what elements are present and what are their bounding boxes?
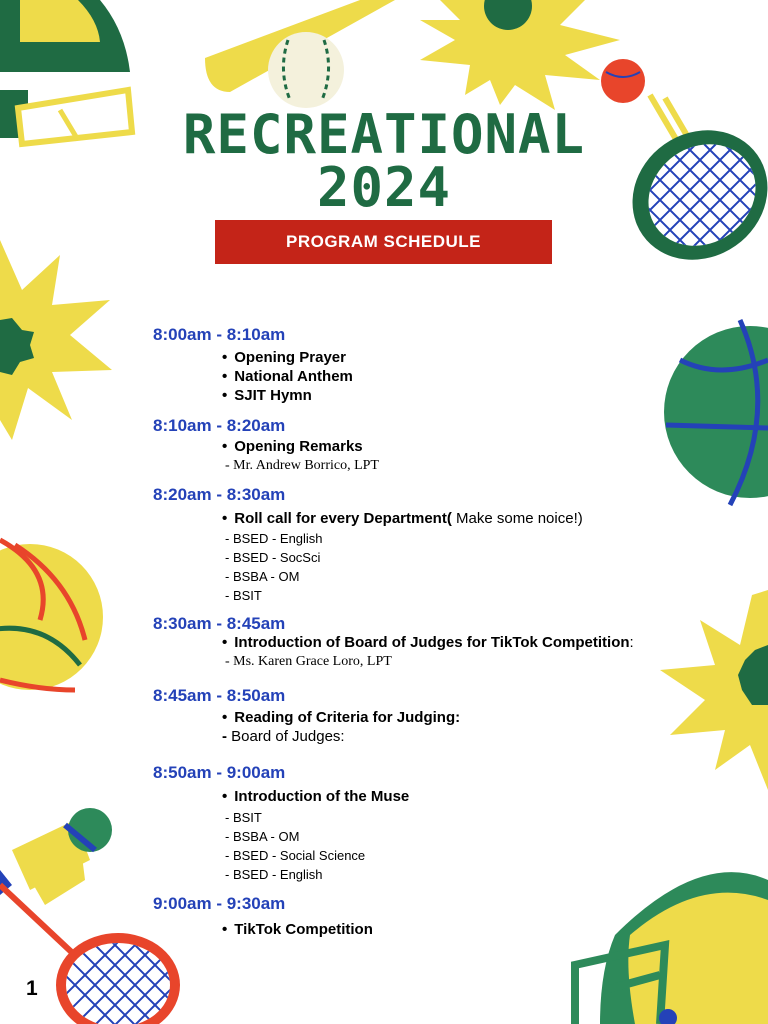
time-slot-1: 8:00am - 8:10am	[153, 325, 286, 344]
item-bold-text: Introduction of Board of Judges for TikTok Competition	[234, 634, 630, 651]
schedule-item: • National Anthem	[222, 368, 353, 385]
page-number: 1	[26, 977, 38, 1000]
starburst-icon	[420, 0, 620, 110]
page-title: RECREATIONAL	[182, 103, 586, 166]
department-note: - BSIT	[225, 588, 262, 603]
item-normal-text: :	[629, 634, 634, 651]
schedule-item	[222, 634, 634, 651]
note-dash: -	[222, 728, 227, 745]
time-slot-6: 8:50am - 9:00am	[153, 763, 286, 782]
time-slot-2: 8:10am - 8:20am	[153, 416, 286, 435]
baseball-icon	[268, 32, 344, 108]
schedule-item: • SJIT Hymn	[222, 387, 312, 404]
time-slot-3: 8:20am - 8:30am	[153, 485, 286, 504]
schedule-item	[222, 510, 583, 527]
time-slot-7: 9:00am - 9:30am	[153, 894, 286, 913]
time-slot-4: 8:30am - 8:45am	[153, 614, 286, 633]
time-slot-5: 8:45am - 8:50am	[153, 686, 286, 705]
item-normal-text: Make some noice!)	[451, 510, 583, 527]
starburst-right-icon	[660, 590, 768, 790]
department-note: - BSED - English	[225, 531, 323, 546]
schedule-item: • Reading of Criteria for Judging:	[222, 709, 460, 726]
basketball-icon	[664, 320, 768, 505]
speaker-note: - Mr. Andrew Borrico, LPT	[225, 458, 379, 473]
department-note: - BSBA - OM	[225, 569, 300, 584]
schedule-item: • Opening Prayer	[222, 349, 346, 366]
note-text: Board of Judges:	[227, 728, 345, 745]
muse-note: - BSED - English	[225, 867, 323, 882]
program-schedule-banner: PROGRAM SCHEDULE	[215, 220, 552, 264]
speaker-note: - Ms. Karen Grace Loro, LPT	[225, 654, 392, 669]
schedule-item: • Opening Remarks	[222, 438, 363, 455]
item-bold-text: Roll call for every Department(	[234, 510, 452, 527]
department-note: - BSED - SocSci	[225, 550, 321, 565]
volleyball-icon	[0, 540, 103, 690]
starburst-left-icon	[0, 240, 112, 440]
schedule-item: • Introduction of the Muse	[222, 788, 409, 805]
muse-note: - BSIT	[225, 810, 262, 825]
page-title-year: 2024	[316, 156, 452, 219]
judges-note	[222, 728, 345, 745]
helmet-bottom-icon	[575, 872, 768, 1024]
muse-note: - BSED - Social Science	[225, 848, 366, 863]
muse-note: - BSBA - OM	[225, 829, 300, 844]
schedule-item: • TikTok Competition	[222, 921, 373, 938]
